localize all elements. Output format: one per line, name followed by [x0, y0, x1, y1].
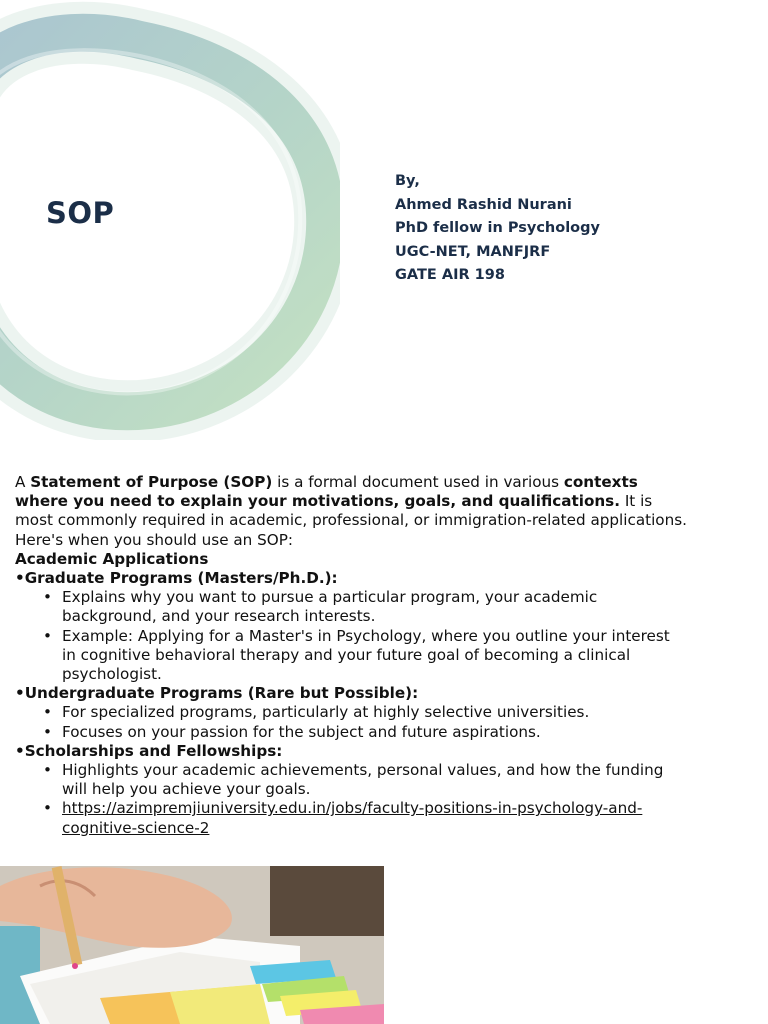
group-heading: •Graduate Programs (Masters/Ph.D.): [15, 569, 338, 588]
list-item: • Highlights your academic achievements, personal values, and how the funding will help you achieve your goals. [62, 761, 687, 799]
intro-bold-term: Statement of Purpose (SOP) [30, 473, 273, 491]
list-item: • For specialized programs, particularly at highly selective universities. [62, 703, 687, 722]
section-heading: Academic Applications [15, 549, 209, 568]
intro-bold-phrase: contexts where you need to explain your motivations, goals, and qualifications. [15, 473, 638, 511]
author-rank: GATE AIR 198 [395, 267, 505, 283]
author-position: PhD fellow in Psychology [395, 220, 600, 236]
cover-title: SOP [46, 196, 115, 230]
author-block [395, 170, 600, 288]
group-heading: •Undergraduate Programs (Rare but Possible): [15, 684, 419, 703]
group-heading: •Scholarships and Fellowships: [15, 741, 283, 760]
list-item [62, 799, 687, 837]
list-item: • Focuses on your passion for the subject and future aspirations. [62, 723, 687, 742]
bullet-list [15, 761, 687, 838]
bullet-list [15, 588, 687, 684]
author-name: Ahmed Rashid Nurani [395, 196, 572, 213]
author-qualification: UGC-NET, MANFJRF [395, 243, 551, 260]
list-item: • Explains why you want to pursue a particular program, your academic background, and your research interests. [62, 588, 687, 626]
author-by-line: By, [395, 173, 420, 189]
document-body [15, 473, 687, 838]
list-item: • Example: Applying for a Master's in Psychology, where you outline your interest in cognitive behavioral therapy and your future goal of becoming a clinical psychologist. [62, 627, 687, 685]
bullet-list [15, 703, 687, 741]
intro-paragraph: A Statement of Purpose (SOP) is a formal document used in various contexts where you need to explain your motivations, goals, and qualifications. It is most commonly required in academic, professional, or immigration-related applications. Here's when you should use an SOP: [15, 473, 687, 549]
writing-notes-photo [0, 866, 384, 1024]
university-link[interactable]: https://azimpremjiuniversity.edu.in/jobs/faculty-positions-in-psychology-and-cognitive-science-2 [62, 799, 643, 837]
